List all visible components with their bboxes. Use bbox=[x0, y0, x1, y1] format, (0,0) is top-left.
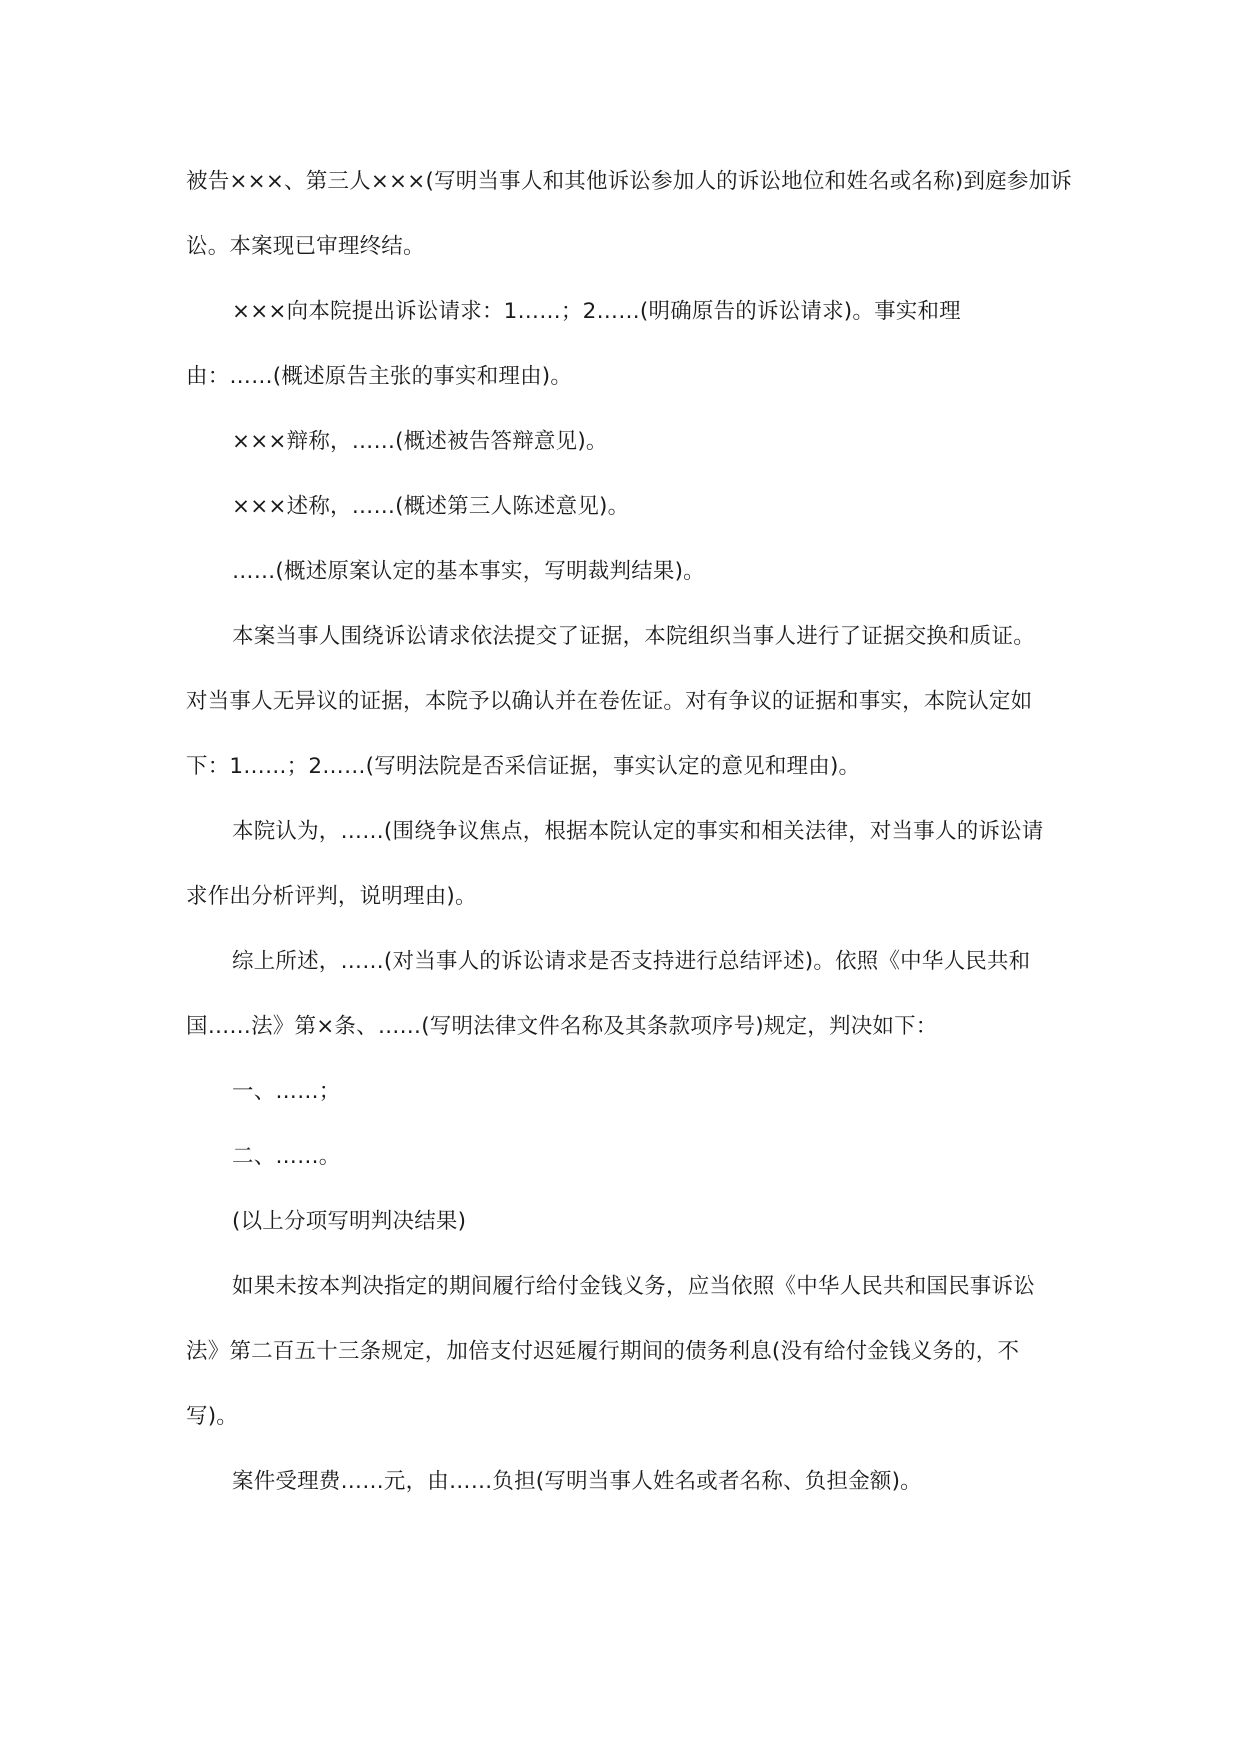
text-line-case-fee: 案件受理费……元，由……负担(写明当事人姓名或者名称、负担金额)。 bbox=[232, 1469, 922, 1494]
text-line-payment-obligation-end: 写)。 bbox=[186, 1404, 238, 1429]
text-line-evidence-confirmed: 对当事人无异议的证据，本院予以确认并在卷佐证。对有争议的证据和事实，本院认定如 bbox=[186, 689, 1033, 714]
text-line-judgment-item-1: 一、……； bbox=[232, 1079, 341, 1104]
text-line-third-party-statement: ×××述称，……(概述第三人陈述意见)。 bbox=[232, 494, 630, 519]
text-line-court-opinion: 本院认为，……(围绕争议焦点，根据本院认定的事实和相关法律，对当事人的诉讼请 bbox=[232, 819, 1044, 844]
text-line-payment-obligation-cont: 法》第二百五十三条规定，加倍支付迟延履行期间的债务利息(没有给付金钱义务的，不 bbox=[186, 1339, 1020, 1364]
text-line-legal-basis: 国……法》第×条、……(写明法律文件名称及其条款项序号)规定，判决如下： bbox=[186, 1014, 938, 1039]
text-line-judgment-note: (以上分项写明判决结果) bbox=[232, 1209, 467, 1234]
text-line-payment-obligation: 如果未按本判决指定的期间履行给付金钱义务，应当依照《中华人民共和国民事诉讼 bbox=[232, 1274, 1035, 1299]
text-line-case-concluded: 讼。本案现已审理终结。 bbox=[186, 234, 425, 259]
text-line-evidence-submitted: 本案当事人围绕诉讼请求依法提交了证据，本院组织当事人进行了证据交换和质证。 bbox=[232, 624, 1035, 649]
text-line-court-opinion-cont: 求作出分析评判，说明理由)。 bbox=[186, 884, 477, 909]
text-line-summary: 综上所述，……(对当事人的诉讼请求是否支持进行总结评述)。依照《中华人民共和 bbox=[232, 949, 1031, 974]
text-line-judgment-item-2: 二、……。 bbox=[232, 1144, 341, 1169]
text-line-evidence-findings: 下：1……；2……(写明法院是否采信证据，事实认定的意见和理由)。 bbox=[186, 754, 861, 779]
text-line-defendant-third-party: 被告×××、第三人×××(写明当事人和其他诉讼参加人的诉讼地位和姓名或名称)到庭参加诉 bbox=[186, 169, 1072, 194]
text-line-claims: ×××向本院提出诉讼请求：1……；2……(明确原告的诉讼请求)。事实和理 bbox=[232, 299, 961, 324]
text-line-claims-reasons: 由：……(概述原告主张的事实和理由)。 bbox=[186, 364, 573, 389]
text-line-defense: ×××辩称，……(概述被告答辩意见)。 bbox=[232, 429, 608, 454]
text-line-original-facts: ……(概述原案认定的基本事实，写明裁判结果)。 bbox=[232, 559, 705, 584]
